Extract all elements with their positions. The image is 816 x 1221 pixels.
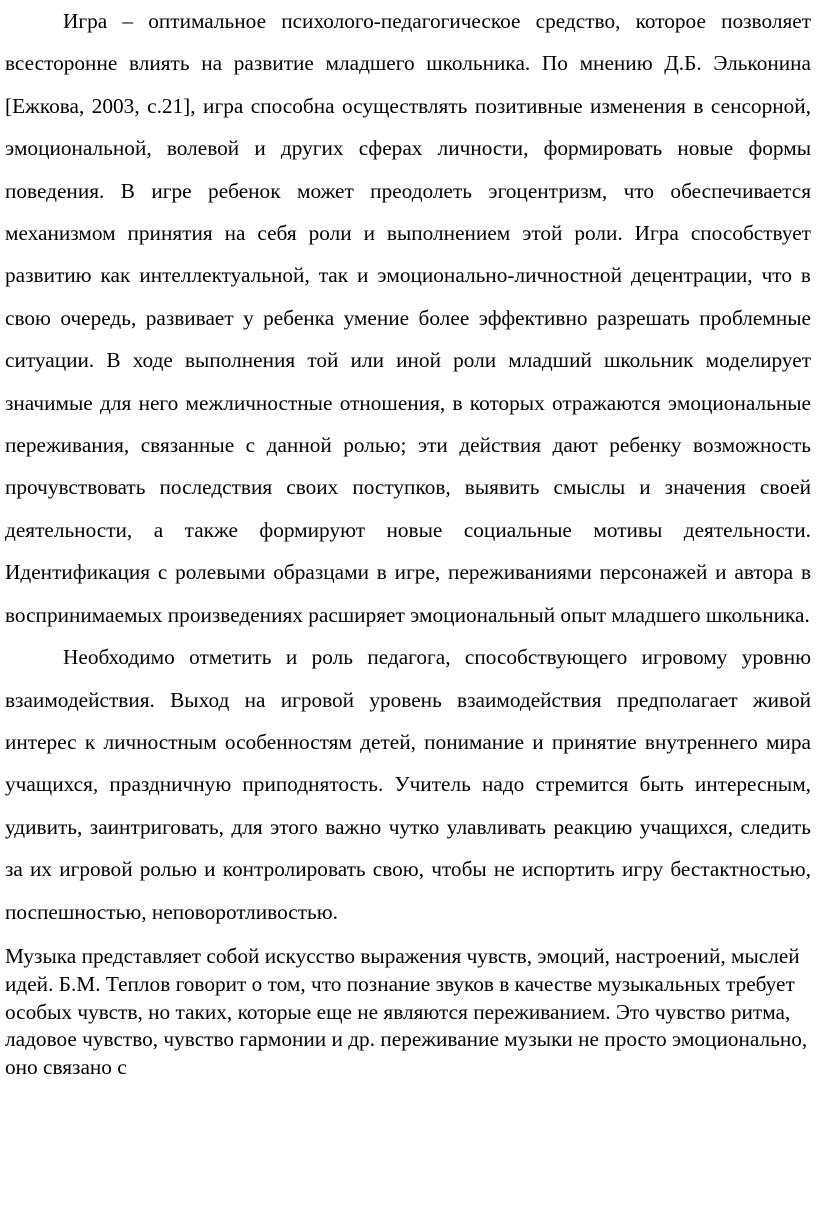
paragraph-music: Музыка представляет собой искусство выражения чувств, эмоций, настроений, мыслей идей. Б.М. Теплов говорит о том, что познание звуков в качестве музыкальных требует особых чувств, но таких, которые еще не являются переживанием. Это чувство ритма, ладовое чувство, чувство гармонии и др. переживание музыки не просто эмоционально, оно связано с (5, 943, 808, 1080)
paragraph-play-as-tool: Игра – оптимальное психолого-педагогическое средство, которое позволяет всесторонне влиять на развитие младшего школьника. По мнению Д.Б. Эльконина [Ежкова, 2003, с.21], игра способна осуществлять позитивные изменения в сенсорной, эмоциональной, волевой и других сферах личности, формировать новые формы поведения. В игре ребенок может преодолеть эгоцентризм, что обеспечивается механизмом принятия на себя роли и выполнением этой роли. Игра способствует развитию как интеллектуальной, так и эмоционально-личностной децентрации, что в свою очередь, развивает у ребенка умение более эффективно разрешать проблемные ситуации. В ходе выполнения той или иной роли младший школьник моделирует значимые для него межличностные отношения, в которых отражаются эмоциональные переживания, связанные с данной ролью; эти действия дают ребенку возможность прочувствовать последствия своих поступков, выявить смыслы и значения своей деятельности, а также формируют новые социальные мотивы деятельности. Идентификация с ролевыми образцами в игре, переживаниями персонажей и автора в воспринимаемых произведениях расширяет эмоциональный опыт младшего школьника. (5, 9, 811, 627)
document-page (5, 0, 811, 1082)
paragraph-teacher-role: Необходимо отметить и роль педагога, способствующего игровому уровню взаимодействия. Выход на игровой уровень взаимодействия предполагает живой интерес к личностным особенностям детей, понимание и принятие внутреннего мира учащихся, праздничную приподнятость. Учитель надо стремится быть интересным, удивить, заинтриговать, для этого важно чутко улавливать реакцию учащихся, следить за их игровой ролью и контролировать свою, чтобы не испортить игру бестактностью, поспешностью, неповоротливостью. (5, 645, 811, 924)
